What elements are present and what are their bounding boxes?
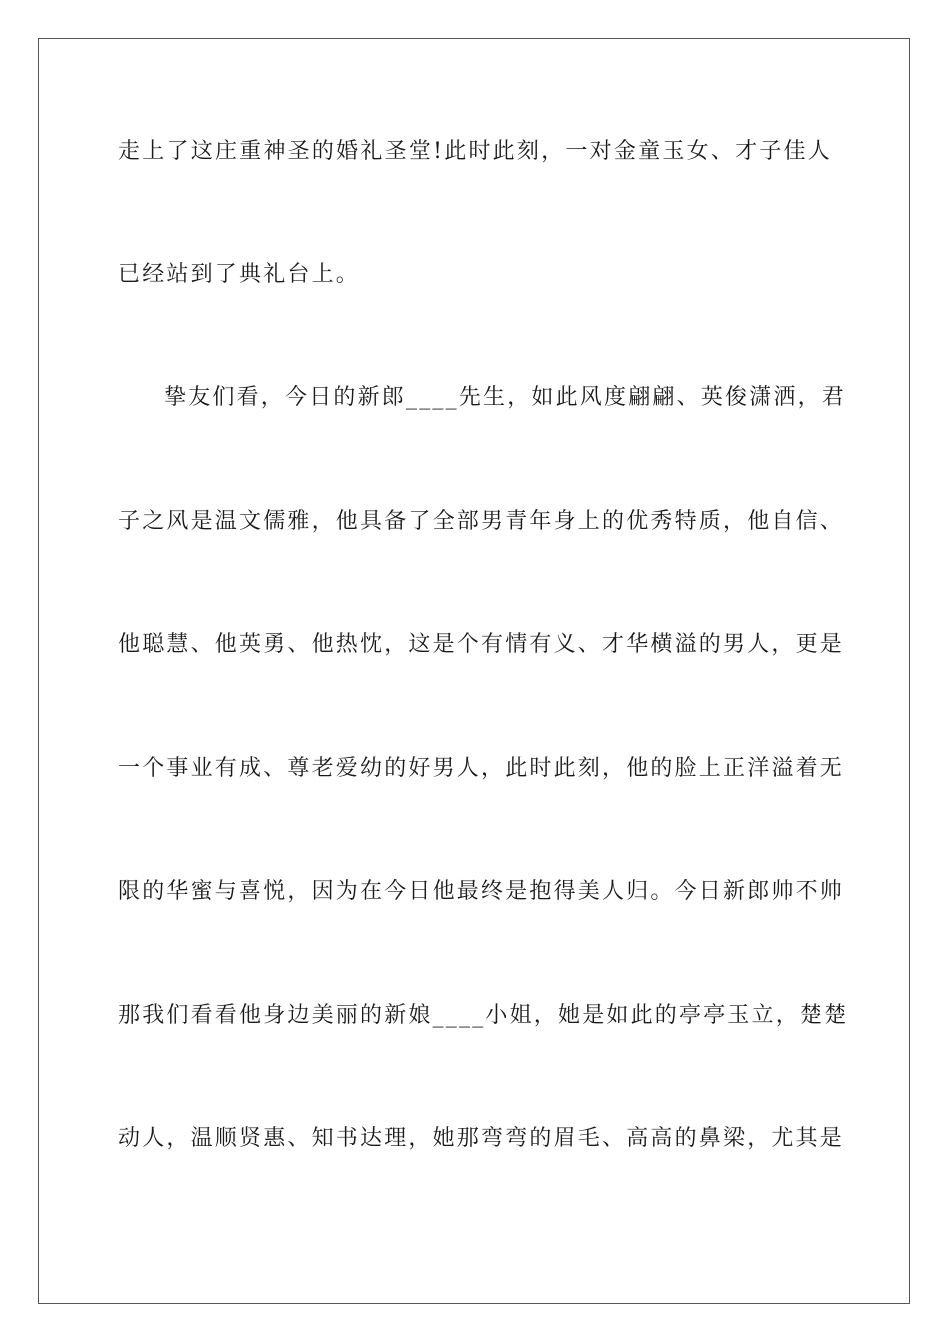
page-border bbox=[38, 38, 910, 1304]
text-line-4: 子之风是温文儒雅，他具备了全部男青年身上的优秀特质，他自信、 bbox=[118, 509, 845, 534]
text-line-8: 那我们看看他身边美丽的新娘____小姐，她是如此的亭亭玉立，楚楚 bbox=[118, 1003, 849, 1028]
text-line-7: 限的华蜜与喜悦，因为在今日他最终是抱得美人归。今日新郎帅不帅 bbox=[118, 879, 845, 904]
text-line-1: 走上了这庄重神圣的婚礼圣堂!此时此刻，一对金童玉女、才子佳人 bbox=[118, 139, 832, 164]
text-line-3: 挚友们看，今日的新郎____先生，如此风度翩翩、英俊潇洒，君 bbox=[164, 385, 847, 410]
text-line-5: 他聪慧、他英勇、他热忱，这是个有情有义、才华横溢的男人，更是 bbox=[118, 632, 845, 657]
text-line-9: 动人，温顺贤惠、知书达理，她那弯弯的眉毛、高高的鼻梁，尤其是 bbox=[118, 1126, 845, 1151]
text-line-2: 已经站到了典礼台上。 bbox=[118, 262, 361, 287]
text-line-6: 一个事业有成、尊老爱幼的好男人，此时此刻，他的脸上正洋溢着无 bbox=[118, 756, 845, 781]
